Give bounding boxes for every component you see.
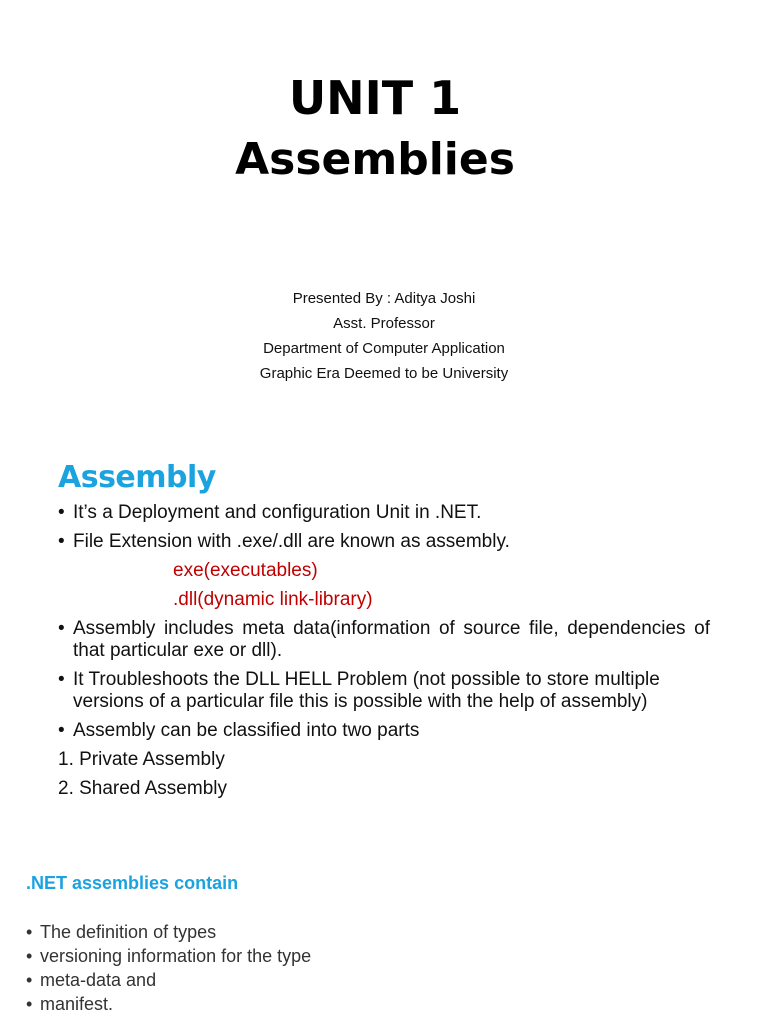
deck-title: Assemblies [235, 134, 515, 185]
numbered-item: 2. Shared Assembly [58, 778, 227, 799]
bullet-item: • It’s a Deployment and configuration Unit in .NET. [58, 502, 710, 524]
dll-note: .dll(dynamic link-library) [173, 589, 373, 610]
presenter-university: Graphic Era Deemed to be University [259, 365, 509, 382]
assembly-heading: Assembly [58, 460, 216, 495]
exe-note: exe(executables) [173, 560, 318, 581]
contents-list [26, 920, 311, 1016]
list-item: • manifest. [26, 992, 311, 1016]
list-item: • versioning information for the type [26, 944, 311, 968]
bullet-item: • It Troubleshoots the DLL HELL Problem (not possible to store multiple versions of a particular file this is possible with the help of assembly) [58, 669, 710, 713]
list-item: • meta-data and [26, 968, 311, 992]
list-item: • The definition of types [26, 920, 311, 944]
numbered-item: 1. Private Assembly [58, 749, 225, 770]
title-slide [0, 0, 768, 440]
contents-slide [0, 860, 768, 1024]
presenter-info [0, 286, 768, 386]
presenter-name: Presented By : Aditya Joshi [292, 290, 476, 307]
presenter-role: Asst. Professor [333, 315, 435, 332]
unit-title: UNIT 1 [288, 71, 462, 125]
assembly-body [58, 502, 710, 807]
bullet-item: • Assembly can be classified into two parts [58, 720, 710, 742]
contents-heading: .NET assemblies contain [26, 873, 239, 893]
bullet-item: • Assembly includes meta data(information of source file, dependencies of that particular exe or dll). [58, 618, 710, 662]
bullet-item: • File Extension with .exe/.dll are known as assembly. [58, 531, 710, 553]
presenter-department: Department of Computer Application [263, 340, 505, 357]
assembly-slide [0, 440, 768, 840]
